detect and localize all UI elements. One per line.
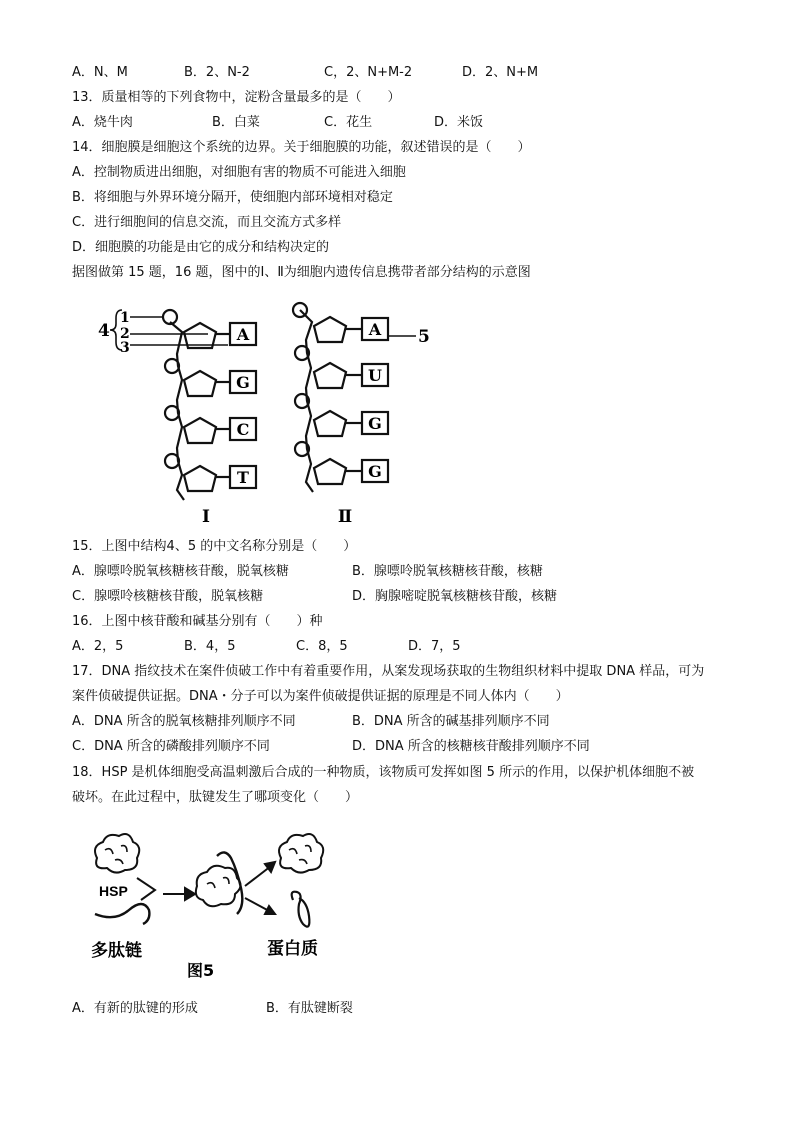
q14-option-b: B．将细胞与外界环境分隔开，使细胞内部环境相对稳定: [72, 190, 393, 205]
q14-stem: 14．细胞膜是细胞这个系统的边界。关于细胞膜的功能，叙述错误的是（ ）: [72, 140, 531, 155]
q17-option-b: B．DNA 所含的碱基排列顺序不同: [352, 714, 550, 729]
q16-stem: 16．上图中核苷酸和碱基分别有（ ）种: [72, 614, 323, 629]
strand1-base-1: A: [236, 325, 250, 344]
q17-option-c: C．DNA 所含的磷酸排列顺序不同: [72, 739, 270, 754]
q12-option-a: A．N、M: [72, 65, 128, 80]
q14-option-a: A．控制物质进出细胞，对细胞有害的物质不可能进入细胞: [72, 165, 406, 180]
q15-option-d: D．胸腺嘧啶脱氧核糖核苷酸，核糖: [352, 589, 558, 604]
q17-stem-line-1: 17．DNA 指纹技术在案件侦破工作中有着重要作用，从案发现场获取的生物组织材料中提取 DNA 样品，可为: [72, 664, 705, 679]
q13-option-c: C．花生: [324, 115, 373, 130]
protein-caption: 蛋白质: [267, 939, 318, 959]
q18-option-a: A．有新的肽键的形成: [72, 1001, 198, 1016]
strand1-base-4: T: [237, 468, 249, 487]
nucleotide-diagram: [90, 300, 440, 530]
q12-option-b: B．2、N-2: [184, 65, 250, 80]
q13-option-a: A．烧牛肉: [72, 115, 133, 130]
strand2-base-3: G: [368, 414, 382, 433]
q14-option-c: C．进行细胞间的信息交流，而且交流方式多样: [72, 215, 342, 230]
label-1: 1: [120, 310, 130, 326]
hsp-diagram: [85, 828, 355, 988]
polypeptide-caption: 多肽链: [91, 941, 142, 961]
label-5: 5: [418, 327, 430, 347]
strand1-label: Ⅰ: [202, 507, 210, 527]
q14-option-d: D．细胞膜的功能是由它的成分和结构决定的: [72, 240, 330, 255]
q15-option-b: B．腺嘌呤脱氧核糖核苷酸，核糖: [352, 564, 543, 579]
q18-option-b: B．有肽键断裂: [266, 1001, 353, 1016]
q12-option-c: C，2、N+M-2: [324, 65, 413, 80]
q13-stem: 13．质量相等的下列食物中，淀粉含量最多的是（ ）: [72, 90, 401, 105]
hsp-label: HSP: [99, 883, 128, 899]
label-3: 3: [120, 340, 130, 356]
label-4: 4: [98, 321, 110, 341]
q18-stem-line-1: 18．HSP 是机体细胞受高温刺激后合成的一种物质，该物质可发挥如图 5 所示的作用，以保护机体细胞不被: [72, 765, 695, 780]
q16-option-c: C．8，5: [296, 639, 348, 654]
q15-stem: 15．上图中结构4、5 的中文名称分别是（ ）: [72, 539, 357, 554]
strand2-base-2: U: [368, 366, 382, 385]
strand2-label: Ⅱ: [337, 507, 353, 527]
q15-option-a: A．腺嘌呤脱氧核糖核苷酸，脱氧核糖: [72, 564, 289, 579]
nucleotide-figure: [90, 300, 440, 530]
strand1-base-2: G: [236, 373, 250, 392]
figure-intro-text: 据图做第 15 题，16 题，图中的Ⅰ、Ⅱ为细胞内遗传信息携带者部分结构的示意图: [72, 265, 531, 280]
q17-option-d: D．DNA 所含的核糖核苷酸排列顺序不同: [352, 739, 590, 754]
strand1-base-3: C: [236, 420, 250, 439]
q15-option-c: C．腺嘌呤核糖核苷酸，脱氧核糖: [72, 589, 264, 604]
q16-option-d: D．7，5: [408, 639, 461, 654]
q12-option-d: D．2、N+M: [462, 65, 539, 80]
figure-5: [85, 828, 355, 988]
q16-option-a: A．2，5: [72, 639, 124, 654]
q17-option-a: A．DNA 所含的脱氧核糖排列顺序不同: [72, 714, 296, 729]
q13-option-b: B．白菜: [212, 115, 260, 130]
strand2-base-1: A: [368, 320, 382, 339]
q18-stem-line-2: 破坏。在此过程中，肽键发生了哪项变化（ ）: [72, 790, 359, 805]
q13-option-d: D．米饭: [434, 115, 484, 130]
q16-option-b: B．4，5: [184, 639, 236, 654]
strand2-base-4: G: [368, 462, 382, 481]
label-2: 2: [120, 326, 130, 342]
figure-5-caption: 图5: [187, 961, 215, 980]
q17-stem-line-2: 案件侦破提供证据。DNA・分子可以为案件侦破提供证据的原理是不同人体内（ ）: [72, 689, 569, 704]
